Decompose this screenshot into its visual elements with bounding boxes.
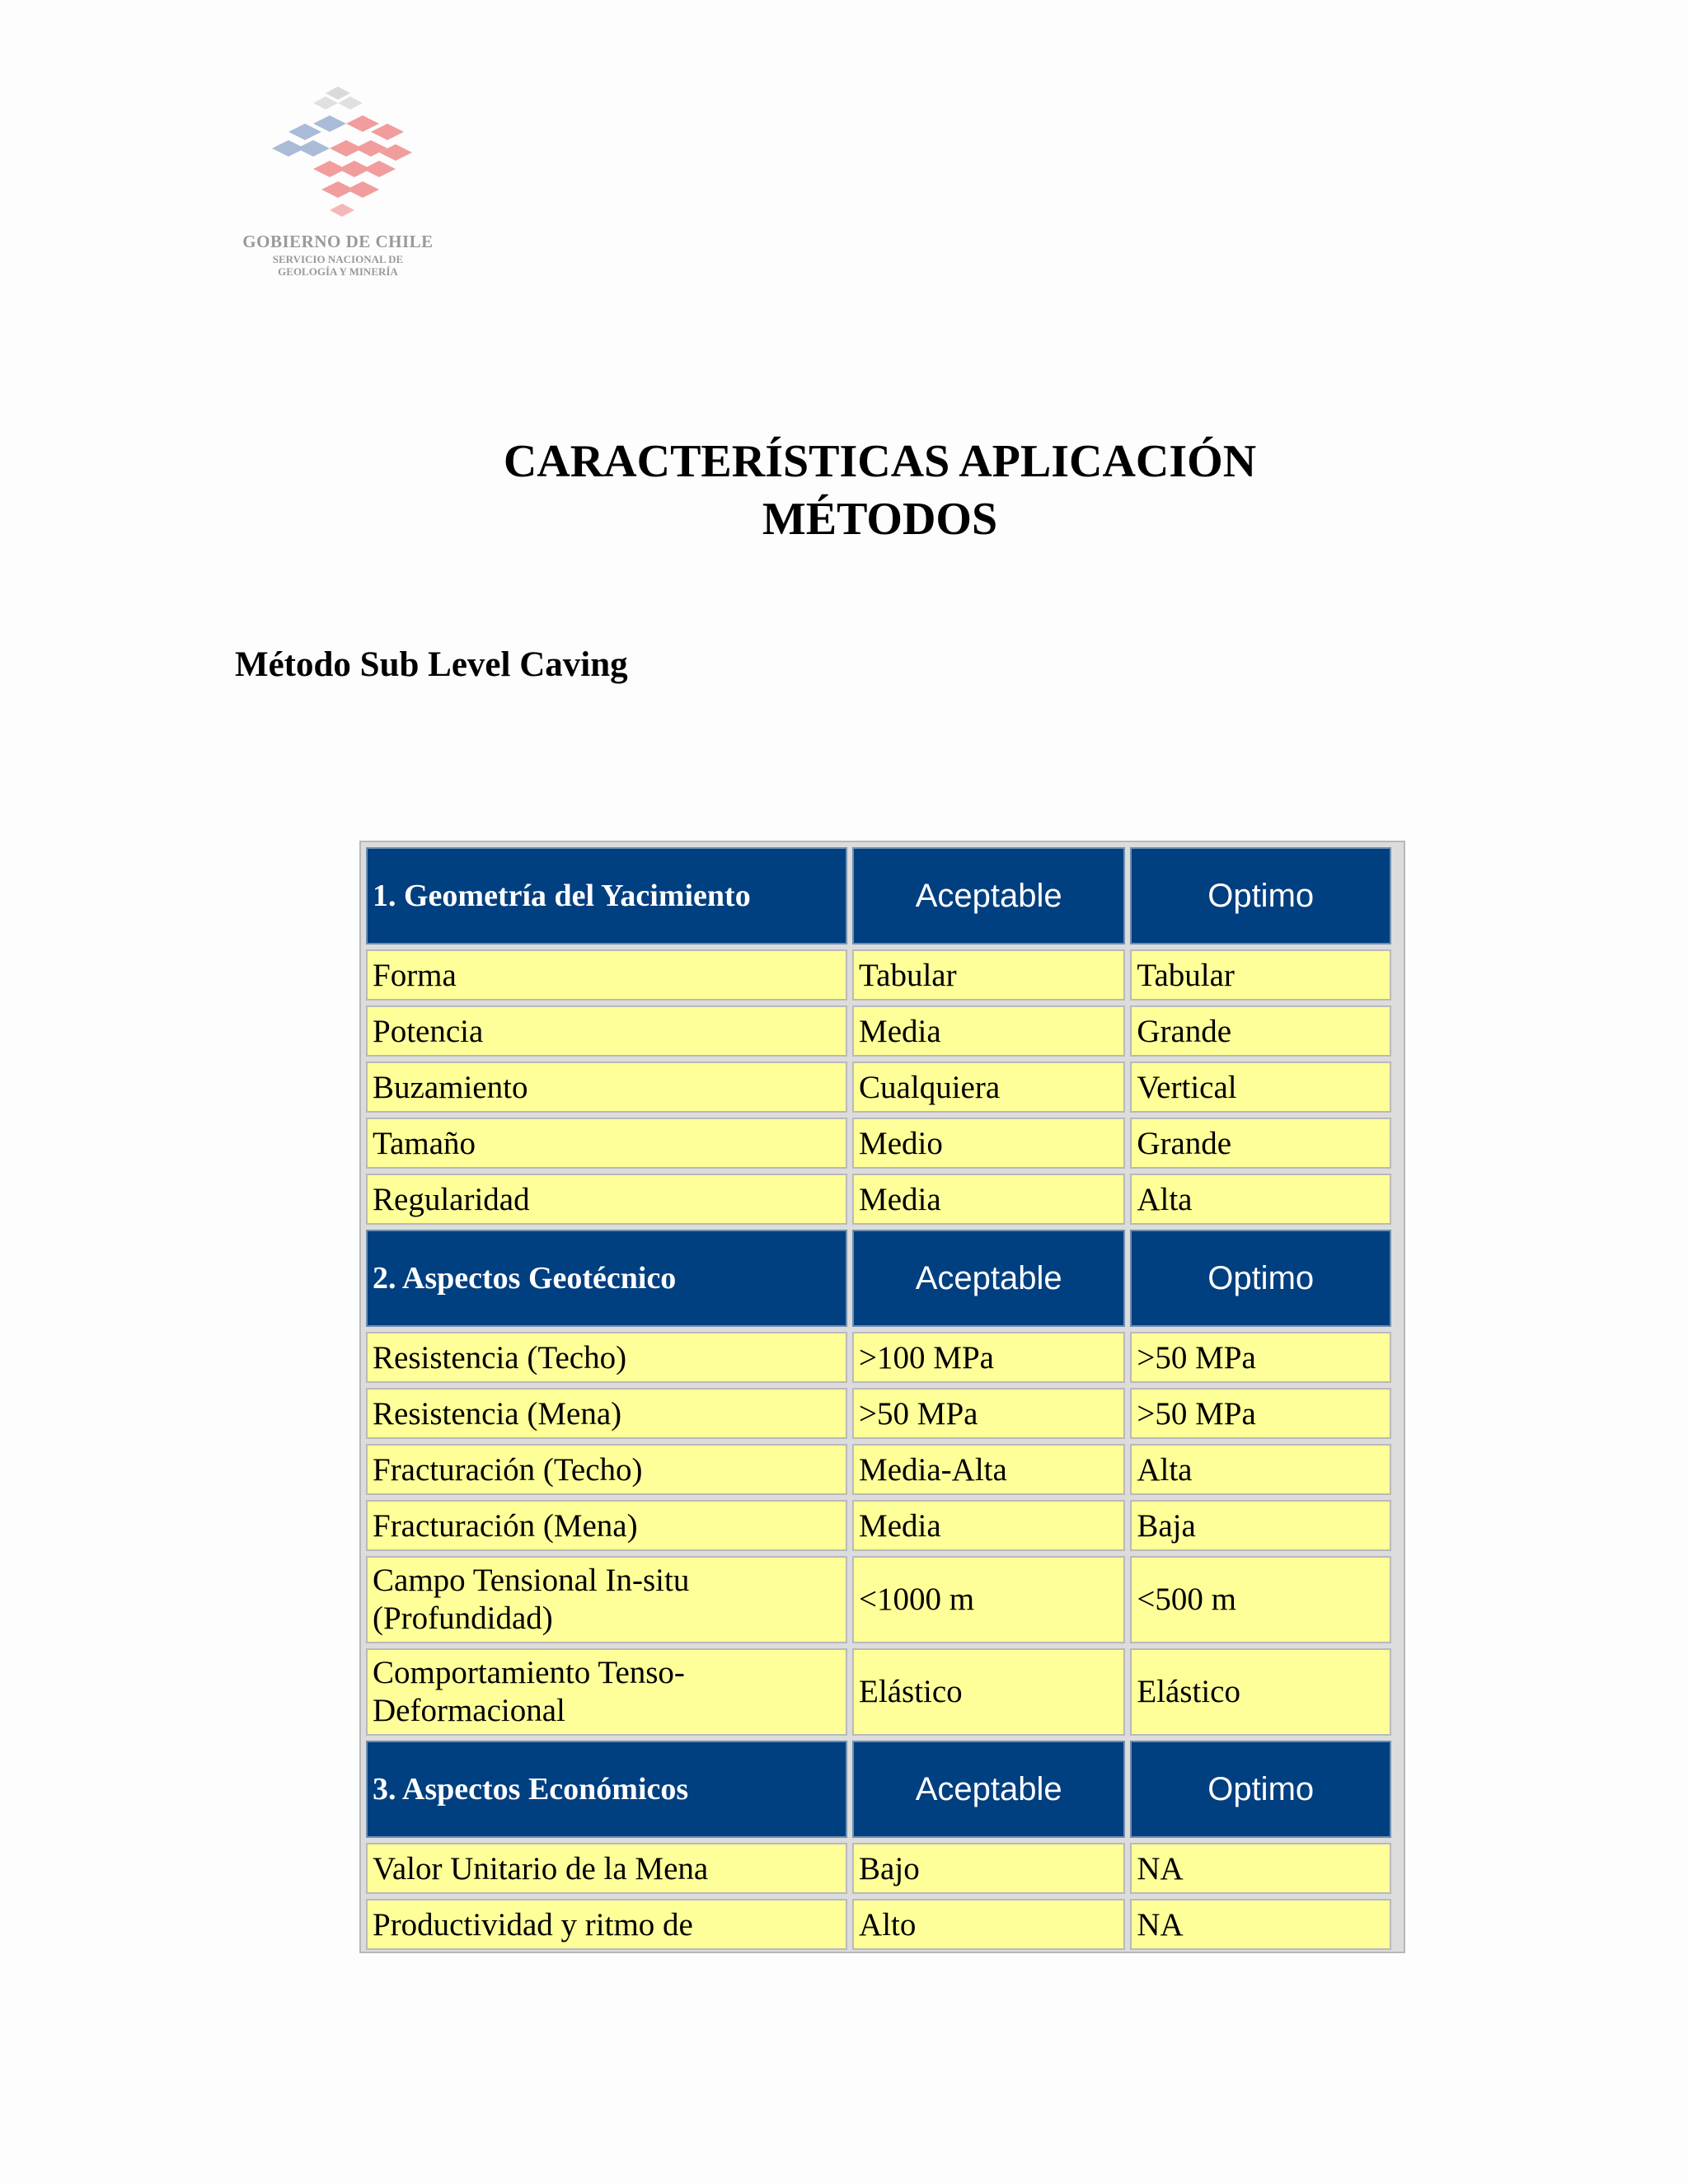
parameter-cell: Productividad y ritmo de xyxy=(366,1899,847,1950)
acceptable-cell: Alto xyxy=(852,1899,1125,1950)
acceptable-cell: <1000 m xyxy=(852,1556,1125,1643)
acceptable-cell: Tabular xyxy=(852,949,1125,1001)
logo-line-1: GOBIERNO DE CHILE xyxy=(242,232,434,251)
optimum-header: Optimo xyxy=(1130,1741,1391,1838)
section-header: 1. Geometría del Yacimiento xyxy=(366,847,847,944)
parameter-cell: Valor Unitario de la Mena xyxy=(366,1843,847,1894)
parameter-cell: Fracturación (Mena) xyxy=(366,1500,847,1551)
page-title xyxy=(0,433,1688,548)
acceptable-cell: Media xyxy=(852,1005,1125,1057)
optimum-cell: Tabular xyxy=(1130,949,1391,1001)
optimum-header: Optimo xyxy=(1130,1230,1391,1327)
parameter-cell: Potencia xyxy=(366,1005,847,1057)
acceptable-header: Aceptable xyxy=(852,847,1125,944)
logo xyxy=(231,87,445,288)
optimum-cell: Baja xyxy=(1130,1500,1391,1551)
table-row xyxy=(366,1062,1391,1113)
table-row xyxy=(366,1500,1391,1551)
optimum-cell: NA xyxy=(1130,1843,1391,1894)
parameter-cell: Forma xyxy=(366,949,847,1001)
optimum-cell: Grande xyxy=(1130,1118,1391,1169)
table-row xyxy=(366,1899,1391,1950)
acceptable-cell: Bajo xyxy=(852,1843,1125,1894)
logo-line-3: GEOLOGÍA Y MINERÍA xyxy=(278,265,398,278)
parameter-cell: Campo Tensional In-situ (Profundidad) xyxy=(366,1556,847,1643)
table-row xyxy=(366,1118,1391,1169)
table-row xyxy=(366,1648,1391,1736)
optimum-cell: Alta xyxy=(1130,1174,1391,1225)
table-row xyxy=(366,1332,1391,1383)
table-row xyxy=(366,1843,1391,1894)
title-line-1: CARACTERÍSTICAS APLICACIÓN xyxy=(503,436,1257,487)
section-header: 2. Aspectos Geotécnico xyxy=(366,1230,847,1327)
table-row xyxy=(366,1556,1391,1643)
parameter-cell: Buzamiento xyxy=(366,1062,847,1113)
optimum-cell: Grande xyxy=(1130,1005,1391,1057)
section-header: 3. Aspectos Económicos xyxy=(366,1741,847,1838)
optimum-cell: <500 m xyxy=(1130,1556,1391,1643)
parameter-cell: Regularidad xyxy=(366,1174,847,1225)
section-subtitle: Método Sub Level Caving xyxy=(235,645,628,684)
characteristics-table xyxy=(361,842,1396,1955)
section-header-row xyxy=(366,1230,1391,1327)
acceptable-cell: Media xyxy=(852,1174,1125,1225)
logo-caption xyxy=(231,233,445,277)
parameter-cell: Tamaño xyxy=(366,1118,847,1169)
title-line-2: MÉTODOS xyxy=(762,494,998,545)
optimum-cell: NA xyxy=(1130,1899,1391,1950)
parameter-cell: Resistencia (Mena) xyxy=(366,1388,847,1439)
optimum-cell: Alta xyxy=(1130,1444,1391,1495)
optimum-header: Optimo xyxy=(1130,847,1391,944)
parameter-cell: Resistencia (Techo) xyxy=(366,1332,847,1383)
acceptable-cell: >50 MPa xyxy=(852,1388,1125,1439)
acceptable-cell: Elástico xyxy=(852,1648,1125,1736)
table-row xyxy=(366,949,1391,1001)
acceptable-cell: >100 MPa xyxy=(852,1332,1125,1383)
table-row xyxy=(366,1388,1391,1439)
optimum-cell: >50 MPa xyxy=(1130,1388,1391,1439)
table-row xyxy=(366,1444,1391,1495)
acceptable-header: Aceptable xyxy=(852,1230,1125,1327)
optimum-cell: >50 MPa xyxy=(1130,1332,1391,1383)
acceptable-cell: Media-Alta xyxy=(852,1444,1125,1495)
optimum-cell: Vertical xyxy=(1130,1062,1391,1113)
optimum-cell: Elástico xyxy=(1130,1648,1391,1736)
acceptable-cell: Cualquiera xyxy=(852,1062,1125,1113)
logo-line-2: SERVICIO NACIONAL DE xyxy=(272,253,404,265)
parameter-cell: Comportamiento Tenso-Deformacional xyxy=(366,1648,847,1736)
table-row xyxy=(366,1005,1391,1057)
acceptable-header: Aceptable xyxy=(852,1741,1125,1838)
parameter-cell: Fracturación (Techo) xyxy=(366,1444,847,1495)
section-header-row xyxy=(366,1741,1391,1838)
acceptable-cell: Medio xyxy=(852,1118,1125,1169)
government-logo-icon xyxy=(264,87,412,231)
section-header-row xyxy=(366,847,1391,944)
characteristics-table-frame xyxy=(359,841,1405,1953)
table-row xyxy=(366,1174,1391,1225)
acceptable-cell: Media xyxy=(852,1500,1125,1551)
